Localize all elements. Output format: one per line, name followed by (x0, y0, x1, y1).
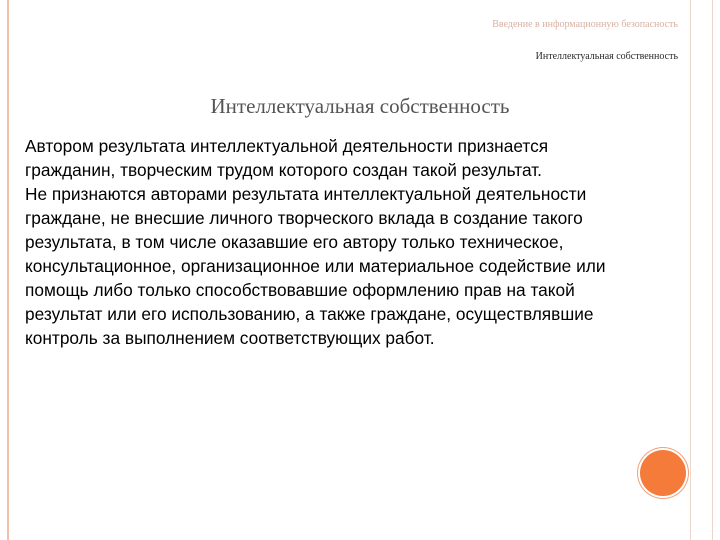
header-section-title: Введение в информационную безопасность (492, 19, 678, 30)
slide-title-text: Интеллектуальная собственность (210, 94, 510, 118)
body-paragraph: Не признаются авторами результата интеллектуальной деятельности граждане, не внесшие личного творческого вклада в создание такого результата, в том числе оказавшие его автору только техническое, консультационное, организационное или материальное содействие или помощь либо только способствовавшие оформлению прав на такой результат или его использованию, а также граждане, осуществлявшие контроль за выполнением соответствующих работ. (25, 184, 606, 348)
right-decorative-rule (690, 0, 691, 540)
slide-title (0, 94, 720, 119)
body-paragraph: Автором результата интеллектуальной деятельности признается гражданин, творческим трудом которого создан такой результат. (25, 136, 549, 180)
header-topic-title: Интеллектуальная собственность (535, 51, 678, 62)
left-decorative-rule (7, 0, 9, 540)
decorative-orange-circle (640, 450, 686, 496)
slide-body (25, 134, 635, 350)
right-decorative-rule-outer (712, 0, 713, 540)
